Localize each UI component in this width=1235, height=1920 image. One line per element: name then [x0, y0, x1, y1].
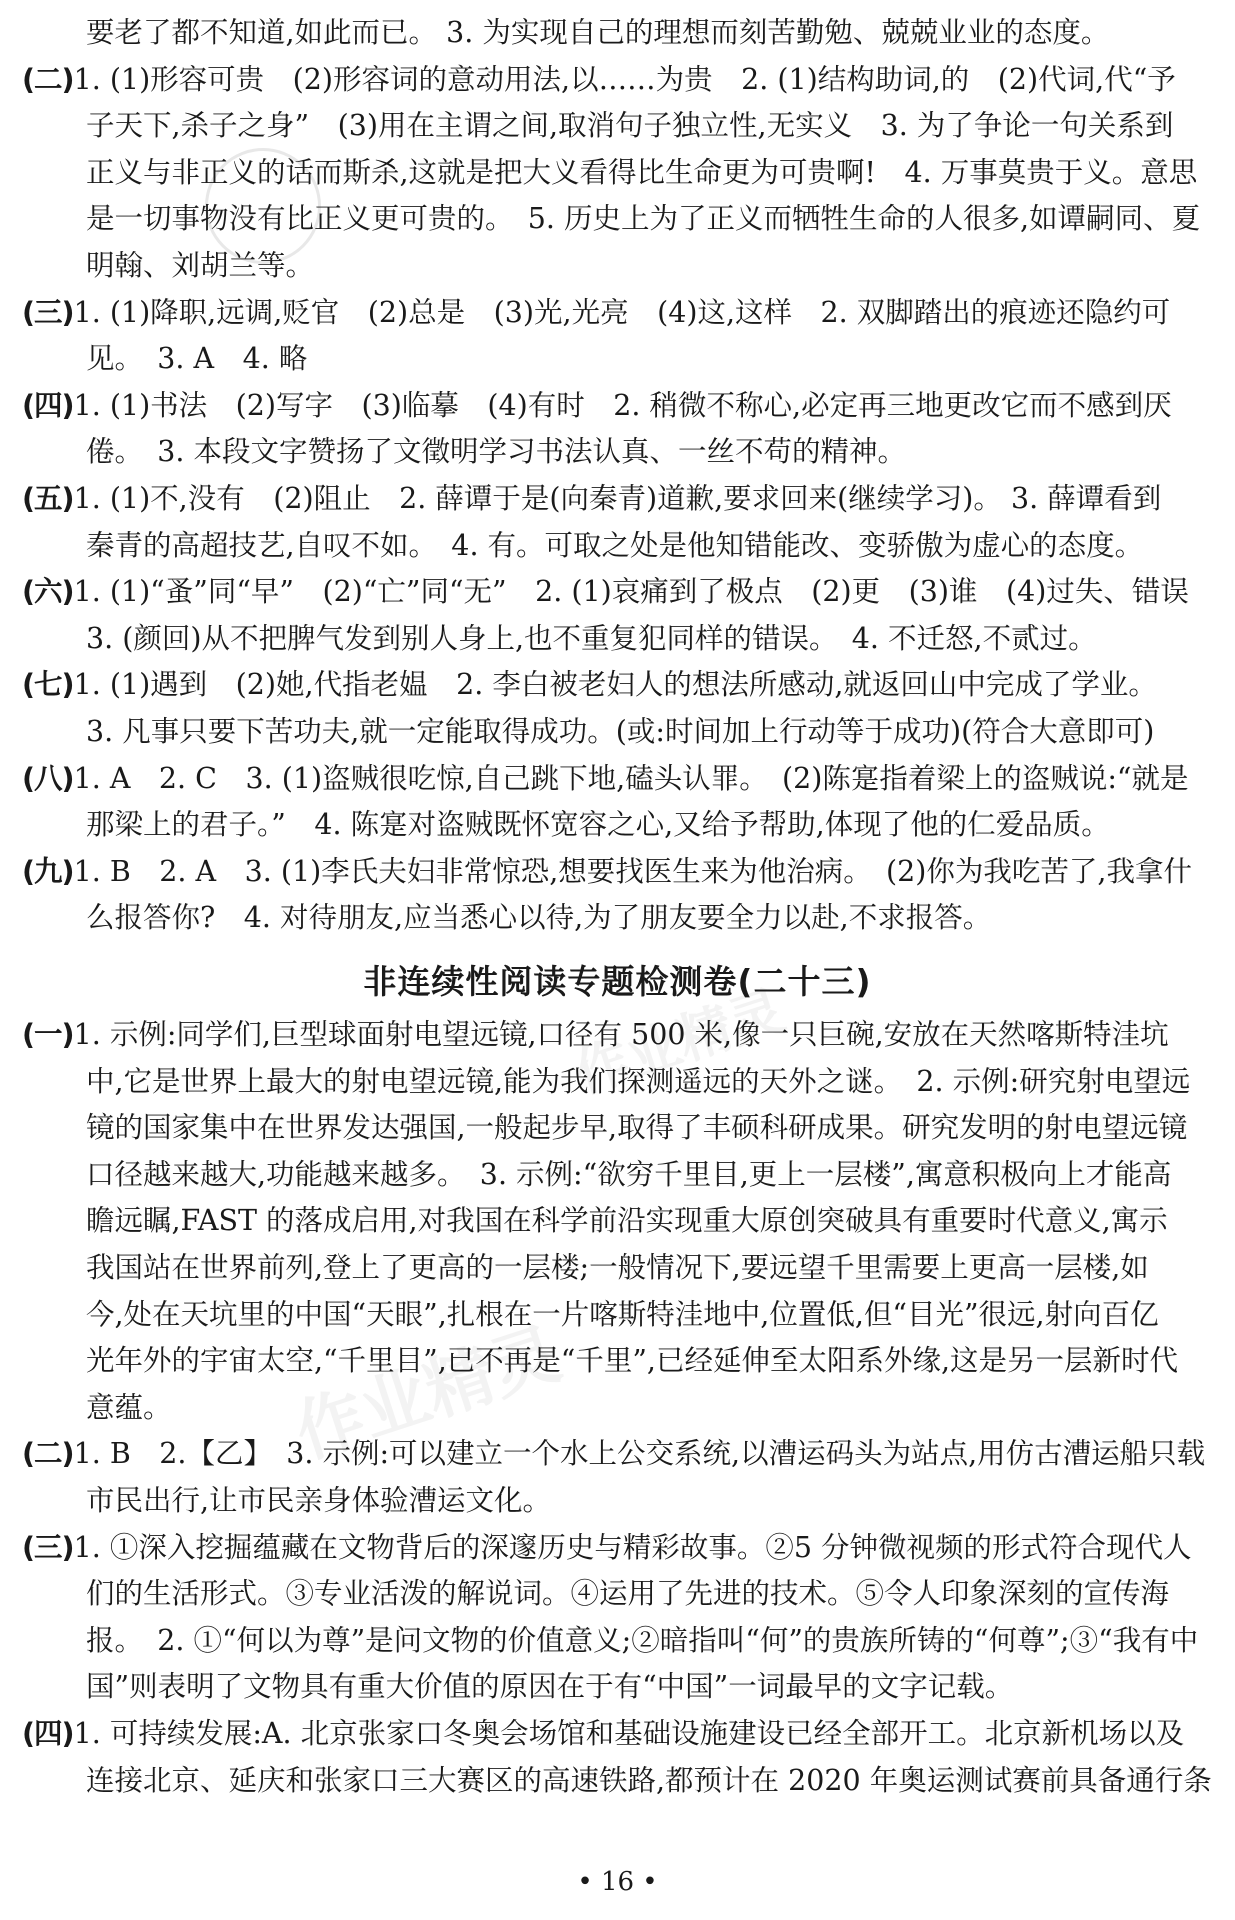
text-line: [22, 1711, 1222, 1758]
text-line: [22, 569, 1222, 616]
text-line: [22, 150, 1222, 197]
answer-text: 1. B 2.【乙】 3. 示例:可以建立一个水上公交系统,以漕运码头为站点,用仿古漕运船只载: [73, 1437, 1206, 1471]
answer-text: 正义与非正义的话而斯杀,这就是把大义看得比生命更为可贵啊! 4. 万事莫贵于义。意思: [86, 155, 1198, 189]
watermark-upper: 作业精灵: [566, 978, 792, 1106]
answer-text: 报。 2. ①“何以为尊”是问文物的价值意义;②暗指叫“何”的贵族所铸的“何尊”;③“我有中: [86, 1623, 1199, 1657]
text-line: [22, 756, 1222, 803]
text-line: [22, 1012, 1222, 1059]
answer-text: 1. (1)不,没有 (2)阻止 2. 薛谭于是(向秦青)道歉,要求回来(继续学习)。 3. 薛谭看到: [73, 481, 1162, 515]
question-label: (三): [22, 1530, 74, 1564]
answer-text: 见。 3. A 4. 略: [86, 342, 308, 376]
watermark-lower: 作业精灵: [286, 1314, 570, 1474]
text-line: [22, 336, 1222, 383]
answer-text: 我国站在世界前列,登上了更高的一层楼;一般情况下,要远望千里需要上更高一层楼,如: [86, 1250, 1149, 1284]
answer-text: 那梁上的君子。” 4. 陈寔对盗贼既怀宽容之心,又给予帮助,体现了他的仁爱品质。: [86, 808, 1110, 842]
text-line: [22, 383, 1222, 430]
answer-text: 1. 示例:同学们,巨型球面射电望远镜,口径有 500 米,像一只巨碗,安放在天然喀斯特洼坑: [73, 1018, 1169, 1051]
question-label: (一): [22, 1018, 74, 1051]
text-line: [22, 243, 1222, 290]
answer-text: 3. (颜回)从不把脾气发到别人身上,也不重复犯同样的错误。 4. 不迁怒,不贰过。: [86, 621, 1097, 655]
text-line: [22, 662, 1222, 709]
answer-text: 1. (1)书法 (2)写字 (3)临摹 (4)有时 2. 稍微不称心,必定再三地更改它而不感到厌: [73, 388, 1172, 422]
text-line: [22, 1059, 1222, 1106]
text-line: [22, 523, 1222, 570]
answer-text: 口径越来越大,功能越来越多。 3. 示例:“欲穷千里目,更上一层楼”,寓意积极向上才能高: [86, 1157, 1172, 1191]
text-line: [22, 1431, 1222, 1478]
answer-text: 连接北京、延庆和张家口三大赛区的高速铁路,都预计在 2020 年奥运测试赛前具备通行条: [86, 1763, 1212, 1797]
text-line: [22, 1664, 1222, 1711]
answer-text: 市民出行,让市民亲身体验漕运文化。: [86, 1483, 552, 1517]
question-label: (六): [22, 575, 74, 609]
answer-text: 今,处在天坑里的中国“天眼”,扎根在一片喀斯特洼地中,位置低,但“目光”很远,射向百亿: [86, 1297, 1159, 1331]
answer-text: 么报答你? 4. 对待朋友,应当悉心以待,为了朋友要全力以赴,不求报答。: [86, 901, 992, 935]
answer-text: 子天下,杀子之身” (3)用在主谓之间,取消句子独立性,无实义 3. 为了争论一句关系到: [86, 109, 1174, 143]
page-number: • 16 •: [577, 1867, 658, 1897]
question-label: (五): [22, 481, 74, 515]
answer-text: 瞻远瞩,FAST 的落成启用,对我国在科学前沿实现重大原创突破具有重要时代意义,寓示: [86, 1204, 1168, 1238]
answer-text: 1. B 2. A 3. (1)李氏夫妇非常惊恐,想要找医生来为他治病。 (2)你为我吃苦了,我拿什: [73, 854, 1192, 888]
answer-text: 是一切事物没有比正义更可贵的。 5. 历史上为了正义而牺牲生命的人很多,如谭嗣同、夏: [86, 202, 1201, 236]
text-line: [22, 802, 1222, 849]
text-line: [22, 849, 1222, 896]
text-line: [22, 1198, 1222, 1245]
text-line: [22, 1105, 1222, 1152]
answer-text: 意蕴。: [86, 1390, 172, 1424]
answer-text: 3. 凡事只要下苦功夫,就一定能取得成功。(或:时间加上行动等于成功)(符合大意即可): [86, 714, 1155, 748]
question-label: (二): [22, 1437, 74, 1471]
answer-block-part1: [22, 10, 1222, 942]
text-line: [22, 1525, 1222, 1572]
text-line: [22, 10, 1222, 57]
answer-text: 1. ①深入挖掘蕴藏在文物背后的深邃历史与精彩故事。②5 分钟微视频的形式符合现代人: [73, 1530, 1192, 1564]
text-line: [22, 57, 1222, 104]
question-label: (九): [22, 854, 74, 888]
question-label: (四): [22, 1716, 74, 1750]
text-line: [22, 895, 1222, 942]
answer-text: 1. 可持续发展:A. 北京张家口冬奥会场馆和基础设施建设已经全部开工。北京新机场以及: [73, 1716, 1185, 1750]
answer-text: 中,它是世界上最大的射电望远镜,能为我们探测遥远的天外之谜。 2. 示例:研究射电望远: [86, 1064, 1191, 1098]
answer-text: 们的生活形式。③专业活泼的解说词。④运用了先进的技术。⑤令人印象深刻的宣传海: [86, 1577, 1170, 1611]
question-label: (七): [22, 668, 74, 702]
text-line: [22, 1385, 1222, 1432]
answer-text: 光年外的宇宙太空,“千里目”,已不再是“千里”,已经延伸至太阳系外缘,这是另一层新时代: [86, 1344, 1179, 1378]
text-line: [22, 290, 1222, 337]
answer-text: 秦青的高超技艺,自叹不如。 4. 有。可取之处是他知错能改、变骄傲为虚心的态度。: [86, 528, 1144, 562]
text-line: [22, 476, 1222, 523]
text-line: [22, 616, 1222, 663]
answer-text: 倦。 3. 本段文字赞扬了文徵明学习书法认真、一丝不苟的精神。: [86, 435, 907, 469]
text-line: [22, 1758, 1222, 1805]
section-title: 非连续性阅读专题检测卷(二十三): [363, 962, 872, 1001]
text-line: [22, 1245, 1222, 1292]
text-line: [22, 429, 1222, 476]
answer-text: 1. (1)降职,远调,贬官 (2)总是 (3)光,光亮 (4)这,这样 2. 双脚踏出的痕迹还隐约可: [73, 295, 1171, 329]
answer-block-part2: [22, 1012, 1222, 1804]
text-line: [22, 1478, 1222, 1525]
question-label: (四): [22, 388, 74, 422]
text-line: [22, 1618, 1222, 1665]
text-line: [22, 1571, 1222, 1618]
text-line: [22, 196, 1222, 243]
question-label: (八): [22, 761, 74, 795]
answer-text: 1. (1)遇到 (2)她,代指老媪 2. 李白被老妇人的想法所感动,就返回山中完成了学业。: [73, 668, 1157, 702]
answer-text: 要老了都不知道,如此而已。 3. 为实现自己的理想而刻苦勤勉、兢兢业业的态度。: [86, 16, 1110, 49]
answer-text: 1. (1)形容可贵 (2)形容词的意动用法,以……为贵 2. (1)结构助词,的 (2)代词,代“予: [73, 62, 1176, 96]
question-label: (二): [22, 62, 74, 96]
answer-text: 明翰、刘胡兰等。: [86, 248, 315, 282]
question-label: (三): [22, 295, 74, 329]
answer-text: 镜的国家集中在世界发达强国,一般起步早,取得了丰硕科研成果。研究发明的射电望远镜: [86, 1111, 1188, 1145]
text-line: [22, 1338, 1222, 1385]
answer-text: 1. A 2. C 3. (1)盗贼很吃惊,自己跳下地,磕头认罪。 (2)陈寔指着梁上的盗贼说:“就是: [73, 761, 1189, 795]
text-line: [22, 1292, 1222, 1339]
text-line: [22, 103, 1222, 150]
answer-text: 1. (1)“蚤”同“早” (2)“亡”同“无” 2. (1)哀痛到了极点 (2)更 (3)谁 (4)过失、错误: [73, 575, 1189, 609]
text-line: [22, 1152, 1222, 1199]
answer-text: 国”则表明了文物具有重大价值的原因在于有“中国”一词最早的文字记载。: [86, 1670, 1014, 1704]
text-line: [22, 709, 1222, 756]
